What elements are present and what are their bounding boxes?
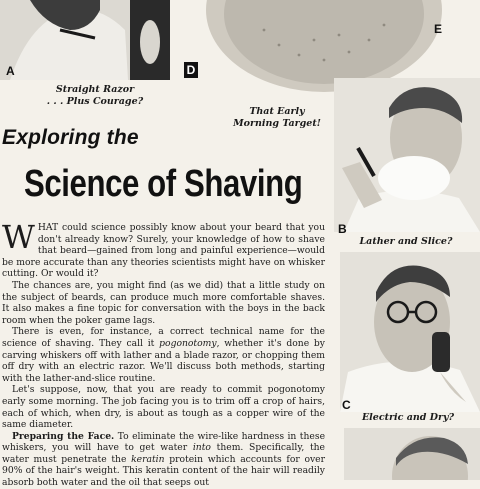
- photo-c-caption: Electric and Dry?: [361, 412, 455, 423]
- photo-b-caption: Lather and Slice?: [359, 236, 453, 247]
- drop-cap: W: [2, 218, 35, 256]
- subhead-preparing-the-face: Preparing the Face.: [12, 430, 115, 442]
- article-paragraph-4: Let's suppose, now, that you are ready to commit pogonotomy early some morning. The job facing you is to trim off a crop of hairs, each of which, when dry, is about as tough as a copper wire of the same diameter.: [2, 384, 325, 431]
- article-paragraph-5: Preparing the Face. To eliminate the wire-like hardness in these whiskers, you will have to get water into them. Specifically, the water must penetrate the keratin protein which accounts for over 90% of the hair's weight. This keratin content of the hair will readily absorb both water and the oil that seeps out: [2, 430, 326, 489]
- photo-a-caption-line2: . . . Plus Courage?: [46, 96, 144, 107]
- photo-e-caption-line2: Morning Target!: [233, 118, 321, 129]
- photo-b-letter: B: [338, 222, 347, 236]
- photo-a-caption-line1: Straight Razor: [55, 84, 135, 95]
- headline-title: Science of Shaving: [24, 163, 303, 205]
- article-paragraph-2: The chances are, you might find (as we did) that a little study on the subject of beards, can produce much more comfortable shaves. It also makes a fine topic for conversation with the boys in the back room when the poker game lags.: [2, 279, 325, 326]
- photo-b-image: [334, 78, 480, 232]
- article-body: [2, 218, 326, 489]
- term-keratin: keratin: [131, 453, 165, 465]
- photo-c-letter: C: [342, 398, 351, 412]
- photo-b: [334, 78, 480, 232]
- photo-a-letter: A: [6, 64, 15, 78]
- photo-bottom-image: [344, 428, 480, 480]
- photo-e-caption-line1: That Early: [249, 106, 305, 117]
- photo-a: [0, 0, 170, 80]
- term-pogonotomy: pogonotomy: [159, 337, 217, 349]
- photo-a-image: [0, 0, 170, 80]
- photo-c: [340, 252, 480, 412]
- photo-d-label: D: [184, 62, 198, 78]
- headline-kicker: Exploring the: [2, 126, 139, 149]
- photo-a-caption: [40, 84, 150, 108]
- photo-e-caption: [232, 106, 322, 130]
- photo-e-letter: E: [434, 22, 443, 36]
- photo-bottom: [344, 428, 480, 480]
- photo-c-image: [340, 252, 480, 412]
- article-paragraph-1: WHAT could science possibly know about your beard that you don't already know? Surely, your knowledge of how to shave that beard—gained from long and painful experience—would be more accurate than any theories scientists might have on whisker cutting. Or would it?: [2, 218, 325, 280]
- article-paragraph-3: There is even, for instance, a correct technical name for the science of shaving. They call it pogonotomy, whether it's done by carving whiskers off with lather and a blade razor, or chopping them off dry with an electric razor. We'll discuss both methods, starting with the lather-and-slice routine.: [2, 326, 325, 384]
